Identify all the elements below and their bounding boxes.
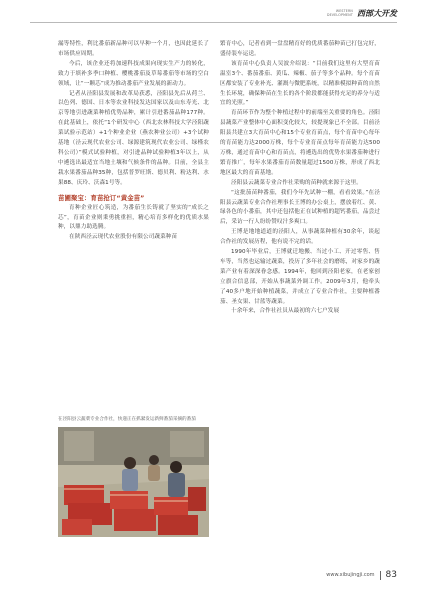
left-column xyxy=(58,40,209,243)
body-paragraph: 育苗环节作为整个种植过程中的前端至关重要的角色。泾阳县蔬菜产业整体中心面积变化较大，较提现象已不全部。目前泾阳县共建立3大育苗中心和15个专业育苗点，每个育苗中心每年的育苗能力达2000万株，每个专业育苗点每年育苗能力达500万株，通过育苗中心和育苗点，将遴选出的优势水果番茄种进行繁育推广，每年水果番茄育苗数量超过1500万株，形成了西北地区最大的育苗基地。 xyxy=(220,110,380,176)
magazine-brand: 西部大开发 xyxy=(357,8,397,18)
body-paragraph: 在陕西泾云现代农业股份有限公司蔬菜种苗 xyxy=(69,234,178,241)
body-paragraph: 今后，该企业还将加速科技成果向现实生产力的转化，致力于填补多季口种植、樱桃番茄及草莓番茄等市场的空白领域，让“一颗芯”成为推动番茄产业发展的新动力。 xyxy=(58,60,209,87)
photo-caption: 在泾阳县云蔬菜专业合作社，快递正在抓紧发运新鲜番茄采摘的番茄 xyxy=(58,417,196,422)
footer-divider xyxy=(380,571,381,580)
magazine-logo xyxy=(327,10,353,17)
body-paragraph: 1990年毕业后，王博就迁地搬、当过小工、开过零售、售车等，当然也运输过蔬菜，投历了多年社会的磨练，对家乡的蔬菜产业有着深深眷念感。1994年，他回到泾阳老家，在老家创立旗合信息部，开始从事蔬菜外调工作。2009年3月，他牵头了40多户地开始种植蔬菜，并成立了专业合作社，主要种植番茄、圣女果、甘蓝等蔬菜。 xyxy=(220,249,380,305)
section-heading: 苗圃聚宝：育苗抢订“黄金苗” xyxy=(58,193,145,202)
page-number: 83 xyxy=(385,570,397,580)
body-paragraph: 繁育中心，记者看到一盘盘精育好的优质番茄种苗已打包完好，盛待装车运送。 xyxy=(220,41,380,57)
tomato-packing-photo xyxy=(58,427,209,537)
body-paragraph: 王博是地地道道的泾阳人，从事蔬菜种植有30余年，谈起合作社的发展历程，他有说不完的话。 xyxy=(220,229,380,246)
photo-figure xyxy=(58,416,209,537)
page-footer xyxy=(326,570,397,580)
footer-url: www.xibujingji.com xyxy=(326,572,375,578)
body-paragraph: “这批茄苗种番茄，我们今年先试种一棚，看看效果。”在泾阳县云蔬菜专业合作社理事长王博的办公桌上，摆放着红、黄、绿各色的小番茄，其中还包括他正在试种植的超钙番茄，品尝过后，采访一行人纷纷赞叹汁多爽口。 xyxy=(220,189,380,226)
body-paragraph: 育种企业匠心筑造，为番茄生长铸就了坚实的“成长之芯”，育苗企业则秉勇挑重担，精心培育多样化的优质水果种，以鼎力助选腾。 xyxy=(58,204,209,231)
body-paragraph: 漏等特性，利比番茄新品种可以早种一个月，也因此延长了市场供应周期。 xyxy=(58,41,209,57)
right-column xyxy=(220,40,380,317)
body-paragraph: 泾阳县云蔬菜专业合作社采购的苗种就来源于这里。 xyxy=(231,179,362,186)
logo-line-2: DEVELOPMENT xyxy=(326,12,353,17)
body-paragraph: 十余年来，合作社社员从最初的六七户发展 xyxy=(231,308,340,315)
body-paragraph: 该育苗中心负责人吴波介绍说：“目前我们这里有大型育苗温室3个、番茄番茄、黄瓜、辣椒、茄子等多个品种。每个育苗区都安装了专业补光、灌溉与微肥系统，以精准模拟种苗的自然生长环境，确保种苗在生长的各个阶段都能获得充足的养分与适宜的光照。” xyxy=(220,60,380,107)
body-paragraph: 记者从泾阳县发展和改革局获悉，泾阳县先后从荷兰、以色列、德国、日本等农业科技发达国家以及山东寿光、北京等地引进蔬菜种植优势品种，累计引进番茄品种177种。在此基础上，依托“1个研发中心（西北农林科技大学泾阳蔬菜试验示范站）+1个种业企业（燕农种业公司）+3个试种基地（泾云现代农业公司、绿源建筑现代农业公司、绿槿农科公司）”模式试验种植，对引进品种试验种植3年以上，从中遴选出最适宜当地土壤和气候条件的品种。目前，全县主栽水果番茄品种35种，包括普罗旺斯、德贝利、粉达利、水果88、庆玲、沃森1号等。 xyxy=(58,90,209,186)
header-divider xyxy=(30,22,397,23)
logo-line-1: WESTERN xyxy=(335,8,353,13)
page-header xyxy=(327,8,397,19)
